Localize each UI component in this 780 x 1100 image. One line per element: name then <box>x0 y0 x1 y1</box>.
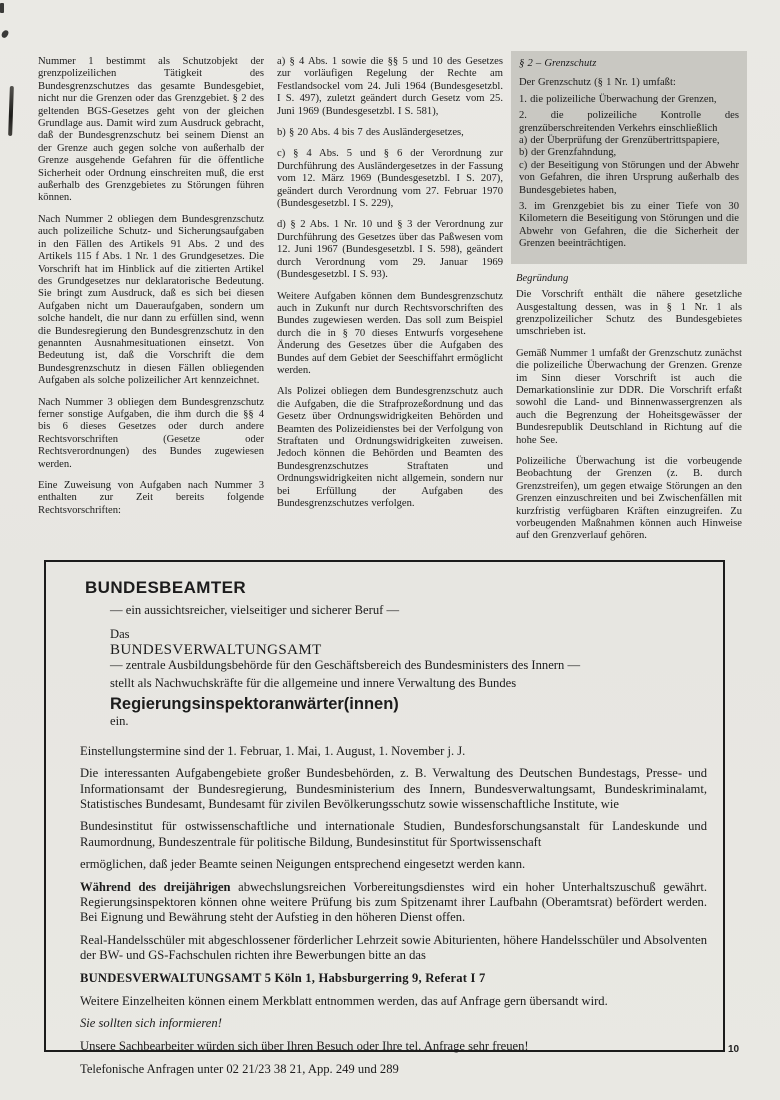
ad-title: BUNDESBEAMTER <box>85 578 247 597</box>
paragraph: Nummer 1 bestimmt als Schutzobjekt der grenzpolizeilichen Tätigkeit des Bundesgrenzschutzes das gesamte Bundesgebiet, nicht nur die Grenzen oder das Grenzgebiet. § 2 des geltenden BGS-Gesetzes geht von der gleichen Grundlage aus. Damit wird zum Ausdruck gebracht, daß der Bundesgrenzschutz bei seinem Dienst an der Grenze auch gegen solche von außerhalb der Grenze ausgehende Gefahren für die öffentliche Sicherheit oder Ordnung einschreiten muß, die erst außerhalb des Grenzgebietes zu Störungen führen können. <box>38 56 264 204</box>
ad-paragraph: Weitere Einzelheiten können einem Merkblatt entnommen werden, das auf Anfrage gern übersandt wird. <box>80 993 608 1008</box>
ad-org-description: — zentrale Ausbildungsbehörde für den Geschäftsbereich des Bundesministers des Innern — <box>110 657 581 672</box>
ad-position-title: Regierungsinspektoranwärter(innen) <box>110 695 399 714</box>
ad-paragraph <box>80 880 707 926</box>
list-item-b: b) § 20 Abs. 4 bis 7 des Ausländergesetzes, <box>277 127 464 139</box>
ad-address: BUNDESVERWALTUNGSAMT 5 Köln 1, Habsburgerring 9, Referat I 7 <box>80 971 486 986</box>
list-item-c: c) § 4 Abs. 5 und § 6 der Verordnung zur Durchführung des Ausländergesetzes in der Fassung vom 12. März 1969 (Bundesgesetzbl. I S. 207), geändert durch Verordnung vom 27. Februar 1970 (Bundesgesetzbl. I S. 229), <box>277 148 503 210</box>
ad-paragraph: Unsere Sachbearbeiter würden sich über Ihren Besuch oder Ihre tel. Anfrage sehr freuen! <box>80 1039 529 1054</box>
ad-paragraph: ermöglichen, daß jeder Beamte seinen Neigungen entsprechend eingesetzt werden kann. <box>80 857 526 872</box>
column-2 <box>277 56 503 552</box>
ad-org-name: BUNDESVERWALTUNGSAMT <box>110 641 322 658</box>
ad-call-to-action: Sie sollten sich informieren! <box>80 1016 222 1031</box>
ad-paragraph: Einstellungstermine sind der 1. Februar, 1. Mai, 1. August, 1. November j. J. <box>80 743 466 758</box>
paragraph: Weitere Aufgaben können dem Bundesgrenzschutz auch in Zukunft nur durch Rechtsvorschriften des Bundes zugewiesen werden. Das soll zum Beispiel durch die in § 70 dieses Entwurfs vorgesehene Änderung des Gesetzes über die Aufgaben des Bundes auf dem Gebiet der Seeschiffahrt ermöglicht werden. <box>277 290 503 376</box>
ad-subtitle: — ein aussichtsreicher, vielseitiger und sicherer Beruf — <box>110 603 400 618</box>
list-item-a: a) § 4 Abs. 1 sowie die §§ 5 und 10 des Gesetzes zur vorläufigen Regelung der Rechte am Festlandsockel vom 24. Juli 1964 (Bundesgesetzbl. I S. 497), zuletzt geändert durch Gesetz vom 25. Juni 1969 (Bundesgesetzbl. I S. 581), <box>277 56 503 117</box>
section-heading: Begründung <box>516 272 569 284</box>
paragraph: Nach Nummer 3 obliegen dem Bundesgrenzschutz ferner sonstige Aufgaben, die ihm durch die §§ 4 bis 6 dieses Gesetzes oder durch andere Rechtsvorschriften (Gesetze oder Rechtsverordnungen) des Bundes zugewiesen werden. <box>38 396 264 470</box>
law-box-line: 3. im Grenzgebiet bis zu einer Tiefe von 30 Kilometern die Beseitigung von Störungen und die Abwehr von Gefahren, die die Sicherheit der Grenzen beeinträchtigen. <box>519 201 739 250</box>
law-box-title: § 2 – Grenzschutz <box>519 58 597 69</box>
job-ad-box <box>44 560 725 1076</box>
ad-paragraph: Real-Handelsschüler mit abgeschlossener förderlicher Lehrzeit sowie Abiturienten, höhere Handelsschüler und Absolventen der BW- und GS-Fachschulen richten ihre Bewerbungen bitte an das <box>80 933 707 963</box>
paragraph: Polizeiliche Überwachung ist die vorbeugende Beobachtung der Grenzen (z. B. durch Grenzstreifen), um gegen etwaige Störungen an den Grenzen einzuschreiten und bei Zwischenfällen mit kurzfristig verfügbaren Kräften einzugreifen. Zu vorbeugenden Maßnahmen können auch Hinweise auf den Grenzverlauf gehören. <box>516 455 742 542</box>
paragraph: Gemäß Nummer 1 umfaßt der Grenzschutz zunächst die polizeiliche Überwachung der Grenzen. Grenze im Sinn dieser Vorschrift ist auch die Demarkationslinie zur DDR. Die Vorschrift erfaßt sowohl die Land- und Binnenwassergrenzen als auch die Begrenzung der Hoheitsgewässer der Bundesrepublik Deutschland in Richtung auf die hohe See. <box>516 347 742 446</box>
ink-mark <box>1 29 10 39</box>
text-columns <box>38 56 740 552</box>
list-item-d: d) § 2 Abs. 1 Nr. 10 und § 3 der Verordnung zur Durchführung des Gesetzes über das Paßwesen vom 12. Juni 1967 (Bundesgesetzbl. I S. 598), geändert durch Verordnung vom 29. Januar 1969 (Bundesgesetzbl. I S. 93). <box>277 219 503 281</box>
ink-mark <box>0 3 4 13</box>
column-3 <box>516 56 742 552</box>
ad-paragraph-rest: abwechslungsreichen Vorbereitungsdienstes wird ein hoher Unterhaltszuschuß gewährt. Regierungsinspektoren können ohne weitere Prüfung bis zum Spitzenamt ihrer Laufbahn (Oberamtsrat) befördert werden. Bei Eignung und Bewährung steht der Aufstieg in den höheren Dienst offen. <box>80 880 708 925</box>
paragraph: Als Polizei obliegen dem Bundesgrenzschutz auch die Aufgaben, die die Strafprozeßordnung und das Gesetz über Ordnungswidrigkeiten Behörden und Beamten des Polizeidienstes bei der Verfolgung von Straftaten und Ordnungswidrigkeiten zuweisen. Jedoch können die Behörden und Beamten des Bundesgrenzschutzes Straftaten und Ordnungswidrigkeiten nicht allgemein, sondern nur bei Erfüllung der Aufgaben des Bundesgrenzschutzes verfolgen. <box>277 386 503 509</box>
law-box-line: 2. die polizeiliche Kontrolle des grenzüberschreitenden Verkehrs einschließlich <box>519 110 739 134</box>
law-box-line: Der Grenzschutz (§ 1 Nr. 1) umfaßt: <box>519 77 676 89</box>
law-box-line: c) der Beseitigung von Störungen und der Abwehr von Gefahren, die ihren Ursprung außerhalb des Bundesgebietes haben, <box>519 159 739 196</box>
ad-paragraph: Bundesinstitut für ostwissenschaftliche und internationale Studien, Bundesforschungsanstalt für Landeskunde und Raumordnung, Bundeszentrale für politische Bildung, Bundesinstitut für Sportwissenschaft <box>80 819 707 849</box>
ad-org-line: stellt als Nachwuchskräfte für die allgemeine und innere Verwaltung des Bundes <box>110 676 517 691</box>
ad-paragraph: Die interessanten Aufgabengebiete großer Bundesbehörden, z. B. Verwaltung des Deutschen Bundestags, Presse- und Informationsamt der Bundesregierung, Bundesministerium des Innern, Bundesverwaltungsamt, Bundeskriminalamt, Statistisches Bundesamt, Bundesamt für zivilen Bevölkerungsschutz sowie wissenschaftliche Institute, wie <box>80 766 707 811</box>
paragraph: Die Vorschrift enthält die nähere gesetzliche Ausgestaltung dessen, was in § 1 Nr. 1 als grenzpolizeilicher Schutz des Bundesgebietes umschrieben ist. <box>516 289 742 338</box>
ad-position-suffix: ein. <box>110 714 129 729</box>
ad-bold-lead: Während des dreijährigen <box>80 880 231 895</box>
ad-intro: Das <box>110 627 130 642</box>
ad-phone-line: Telefonische Anfragen unter 02 21/23 38 21, App. 249 und 289 <box>80 1061 399 1076</box>
law-box-line: b) der Grenzfahndung, <box>519 147 617 159</box>
paragraph: Eine Zuweisung von Aufgaben nach Nummer 3 enthalten zur Zeit bereits folgende Rechtsvorschriften: <box>38 480 264 516</box>
paragraph: Nach Nummer 2 obliegen dem Bundesgrenzschutz auch polizeiliche Schutz- und Sicherungsaufgaben in den Fällen des Artikels 91 Abs. 2 und des Artikels 115 f Abs. 1 Nr. 1 des Grundgesetzes. Die Vorschrift hat im Hinblick auf die zitierten Artikel des Grundgesetzes nur deklaratorische Bedeutung. Sie bringt zum Ausdruck, daß es sich bei diesen Aufgaben nicht um Daueraufgaben, sondern um solche handelt, die nur dann zu erfüllen sind, wenn die Bundesregierung den Bundesgrenzschutz in den genannten Ausnahmesituationen einsetzt. Von Bedeutung ist, daß die Vorschrift die dem Bundesgrenzschutz in diesen Fällen obliegenden Aufgaben als solche polizeilicher Art kennzeichnet. <box>38 213 264 387</box>
ink-smudge <box>8 86 14 136</box>
column-1 <box>38 56 264 552</box>
page-number: 10 <box>728 1044 740 1055</box>
law-excerpt-box <box>511 51 747 264</box>
law-box-line: 1. die polizeiliche Überwachung der Grenzen, <box>519 93 717 105</box>
law-box-line: a) der Überprüfung der Grenzübertrittspapiere, <box>519 135 720 147</box>
